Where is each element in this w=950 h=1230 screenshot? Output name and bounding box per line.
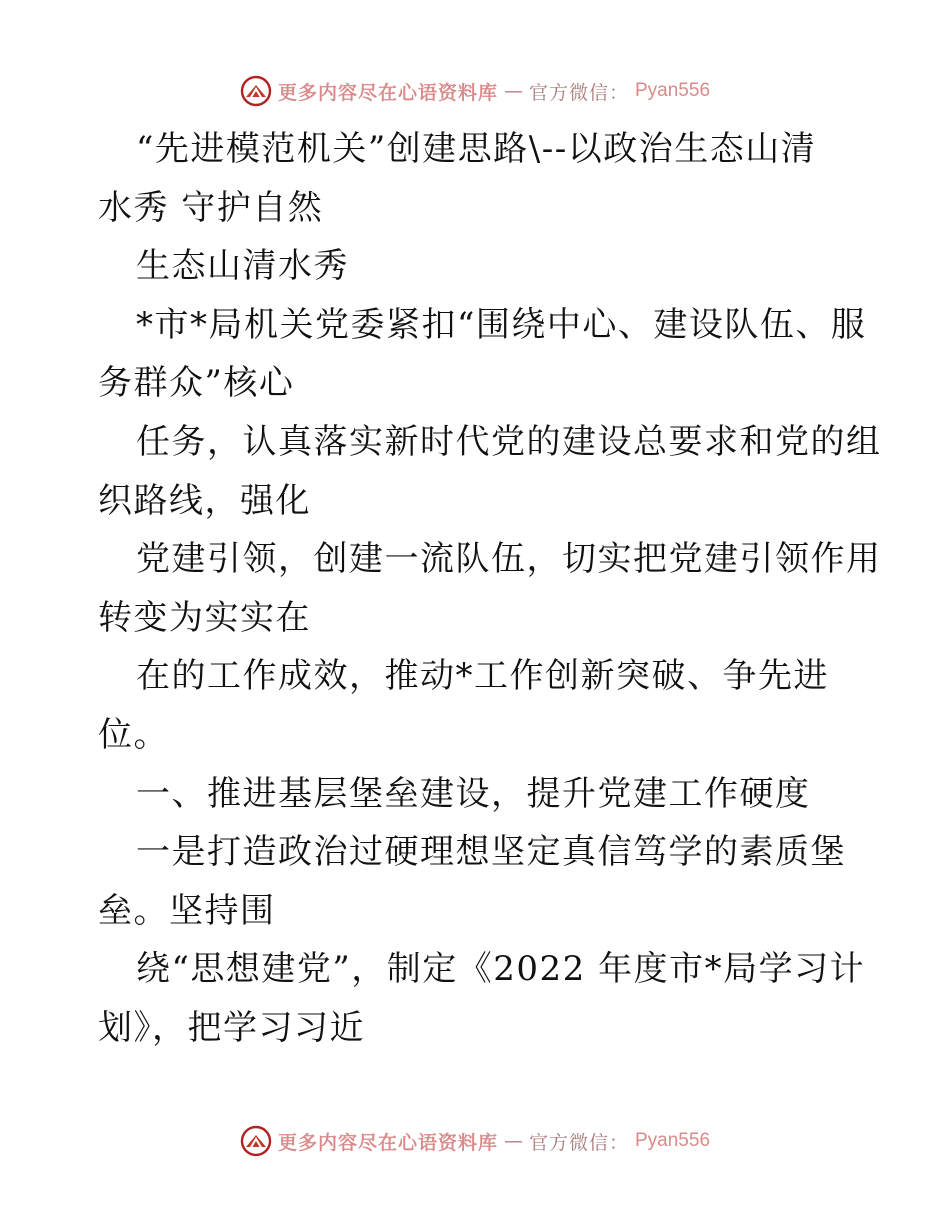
paragraph-line: 划》，把学习习近 (98, 1007, 365, 1048)
paragraph-line: 一是打造政治过硬理想坚定真信笃学的素质堡 (136, 832, 846, 873)
document-body (98, 120, 882, 1058)
paragraph-line: *市*局机关党委紧扣“围绕中心、建设队伍、服 (136, 304, 867, 345)
paragraph-line: 在的工作成效，推动*工作创新突破、争先进 (136, 656, 829, 697)
paragraph-line: 位。 (98, 714, 169, 755)
paragraph-line: 生态山清水秀 (136, 246, 349, 287)
header-banner (0, 71, 950, 111)
banner-dash: — (503, 80, 523, 102)
paragraph-line: 转变为实实在 (98, 597, 311, 638)
paragraph-line: 垒。坚持围 (98, 890, 276, 931)
banner-wechat-id: Pyan556 (635, 1130, 711, 1151)
red-book-logo-icon (240, 75, 272, 107)
paragraph-line: 绕“思想建党”，制定《2022 年度市*局学习计 (136, 949, 866, 990)
paragraph-line: 务群众”核心 (98, 363, 295, 404)
banner-wechat-id: Pyan556 (635, 80, 711, 101)
banner-main-text: 更多内容尽在心语资料库 (277, 1131, 498, 1154)
paragraph-line: 任务，认真落实新时代党的建设总要求和党的组 (136, 421, 882, 462)
banner-wechat-label: 官方微信： (528, 81, 629, 104)
paragraph-line: 党建引领，创建一流队伍，切实把党建引领作用 (136, 539, 882, 580)
footer-banner (0, 1121, 950, 1161)
banner-dash: — (503, 1130, 523, 1152)
red-book-logo-icon (240, 1125, 272, 1157)
banner-wechat-label: 官方微信： (528, 1131, 629, 1154)
document-title-line-2: 水秀 守护自然 (98, 187, 324, 228)
document-title-line-1: “先进模范机关”创建思路\--以政治生态山清 (136, 129, 817, 169)
section-heading: 一、推进基层堡垒建设，提升党建工作硬度 (136, 773, 811, 814)
banner-main-text: 更多内容尽在心语资料库 (277, 81, 498, 104)
paragraph-line: 织路线，强化 (98, 480, 311, 521)
